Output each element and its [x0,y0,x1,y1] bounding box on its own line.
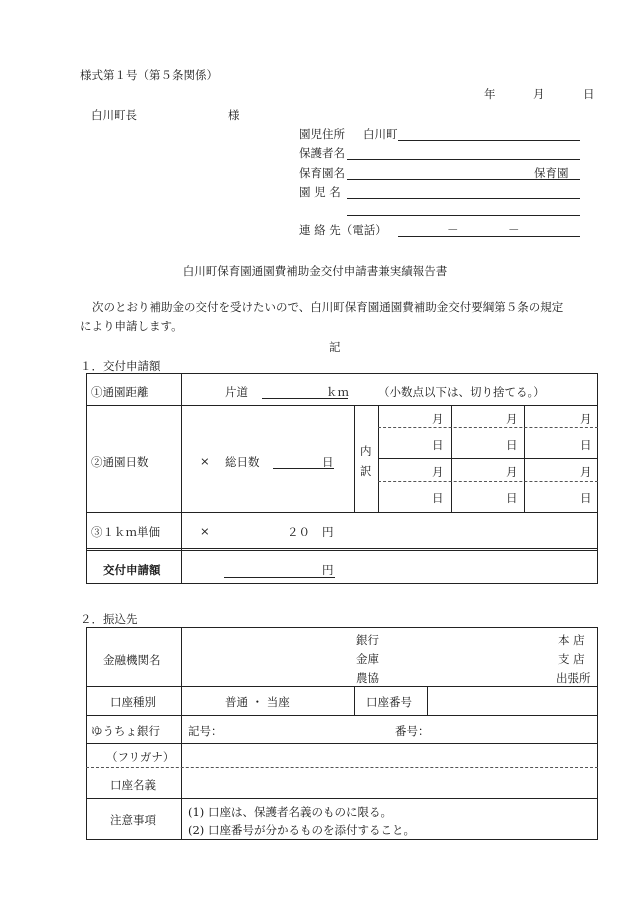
breakdown-month-4: 月 [432,465,444,479]
total-amount-field[interactable] [224,577,335,578]
nursery-name-label: 保育園名 [299,166,345,180]
unit-price-value: ２０ [287,525,310,539]
unit-price-times: × [200,524,210,538]
bank-type-noukyou: 農協 [356,671,379,685]
furigana-label: （フリガナ） [106,750,175,764]
child-address-label: 園児住所 [299,127,345,141]
body-text-line-1: 次のとおり補助金の交付を受けたいので、白川町保育園通園費補助金交付要綱第５条の規定 [92,300,564,314]
contact-dash-1: － [447,223,459,237]
child-name-field-2[interactable] [347,215,580,216]
unit-price-label: ③１ｋｍ単価 [91,525,160,539]
child-name-label: 園 児 名 [299,185,341,199]
branch-type-sub-branch: 出張所 [556,671,591,685]
account-type-label: 口座種別 [110,695,156,709]
contact-label: 連 絡 先（電話） [299,223,387,237]
branch-type-branch: 支 店 [558,652,585,666]
days-label: ②通園日数 [91,455,149,469]
breakdown-day-2: 日 [506,438,518,452]
breakdown-month-3: 月 [580,412,592,426]
branch-type-head-office: 本 店 [558,633,585,647]
contact-phone-field[interactable] [398,236,580,237]
breakdown-day-6: 日 [580,491,592,505]
account-number-label: 口座番号 [366,695,412,709]
yucho-number-label: 番号： [395,724,430,738]
breakdown-day-4: 日 [432,491,444,505]
date-year-label: 年 [484,87,496,101]
breakdown-day-1: 日 [432,438,444,452]
breakdown-label-2: 訳 [360,464,372,478]
yucho-label: ゆうちょ銀行 [91,724,160,738]
guardian-name-label: 保護者名 [299,146,345,160]
body-text-line-2: により申請します。 [80,319,183,333]
addressee: 白川町長 [91,108,137,122]
date-day-label: 日 [583,87,595,101]
total-amount-label: 交付申請額 [103,563,161,577]
nursery-name-suffix: 保育園 [534,166,569,180]
form-number: 様式第１号（第５条関係） [80,68,218,82]
account-holder-label: 口座名義 [110,778,156,792]
date-month-label: 月 [533,87,545,101]
section1-heading: １．交付申請額 [80,359,161,373]
contact-dash-2: － [508,223,520,237]
nursery-name-field[interactable] [347,179,580,180]
breakdown-month-2: 月 [506,412,518,426]
breakdown-month-6: 月 [580,465,592,479]
note-1: (1) 口座は、保護者名義のものに限る。 [188,805,392,819]
breakdown-label-1: 内 [360,444,372,458]
unit-price-yen: 円 [322,525,334,539]
bank-type-bank: 銀行 [356,633,379,647]
days-unit: 日 [322,455,334,469]
ki-label: 記 [329,340,341,354]
child-address-field[interactable] [398,140,580,141]
section2-heading: ２．振込先 [80,612,138,626]
breakdown-day-3: 日 [580,438,592,452]
distance-label: ①通園距離 [91,385,149,399]
child-address-prefix: 白川町 [363,127,398,141]
distance-prefix: 片道 [225,385,248,399]
breakdown-month-5: 月 [506,465,518,479]
breakdown-day-5: 日 [506,491,518,505]
distance-note: （小数点以下は、切り捨てる。） [378,385,545,399]
document-title: 白川町保育園通園費補助金交付申請書兼実績報告書 [182,264,448,278]
guardian-name-field[interactable] [347,159,580,160]
bank-type-shinkin: 金庫 [356,652,379,666]
days-times: × [200,454,210,468]
addressee-honorific: 様 [228,108,240,122]
notes-label: 注意事項 [110,813,156,827]
total-amount-yen: 円 [322,563,334,577]
note-2: (2) 口座番号が分かるものを添付すること。 [188,823,415,837]
yucho-symbol-label: 記号： [188,724,223,738]
breakdown-month-1: 月 [432,412,444,426]
child-name-field[interactable] [347,198,580,199]
institution-label: 金融機関名 [103,653,161,667]
days-total-label: 総日数 [225,455,260,469]
distance-unit: ｋｍ [326,385,349,399]
account-type-options[interactable]: 普通 ・ 当座 [225,695,290,709]
